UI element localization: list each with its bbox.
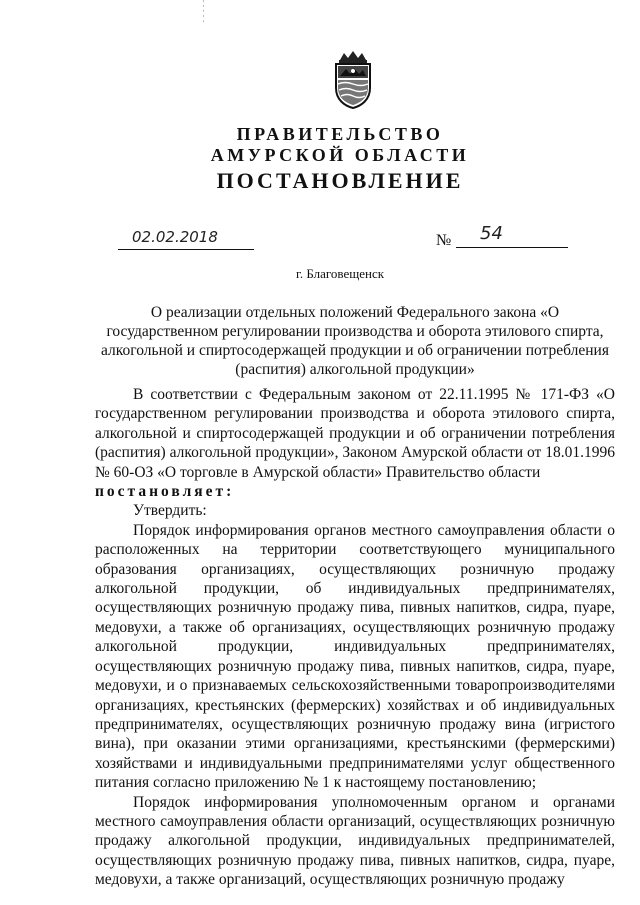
item-1-paragraph: Порядок информирования органов местного самоуправления области о расположенных на территории соответствующего муниципального образования организациях, осуществляющих розничную продажу алкогольной продукции, об индивидуальных предпринимателях, осуществляющих розничную продажу пива, пивных напитков, сидра, пуаре, медовухи, а также об организациях, осуществляющих розничную продажу алкогольной продукции, индивидуальных предпринимателях, осуществляющих розничную продажу пива, пивных напитков, сидра, пуаре, медовухи, и о признаваемых сельскохозяйственными товаропроизводителями организациях, крестьянских (фермерских) хозяйствах и об индивидуальных предпринимателях, осуществляющих розничную продажу вина (игристого вина), при оказании этими организациями, крестьянскими (фермерскими) хозяйствами и индивидуальными предпринимателями услуг общественного питания согласно приложению № 1 к настоящему постановлению;	[95, 521, 615, 792]
handwritten-date: 02.02.2018	[132, 228, 218, 246]
decree-word: постановляет:	[95, 483, 235, 501]
page-bottom-edge	[0, 888, 640, 905]
scan-artifact	[203, 0, 204, 24]
org-name-line2: АМУРСКОЙ ОБЛАСТИ	[210, 145, 470, 165]
item-2-paragraph: Порядок информирования уполномоченным органом и органами местного самоуправления области организаций, осуществляющих розничную продажу алкогольной продукции, индивидуальных предпринимателей, осуществляющих розничную продажу пива, пивных напитков, сидра, пуаре, медовухи, а также организаций, осуществляющих розничную продажу	[95, 793, 615, 889]
date-field	[118, 228, 254, 250]
number-field	[456, 223, 568, 248]
approve-line: Утвердить:	[133, 502, 207, 520]
document-subject: О реализации отдельных положений Федерального закона «О государственном регулировании производства и оборота этилового спирта, алкогольной и спиртосодержащей продукции и об ограничении потребления (распития) алкогольной продукции»	[101, 304, 609, 378]
org-name-line1: ПРАВИТЕЛЬСТВО	[236, 124, 444, 144]
preamble-paragraph: В соответствии с Федеральным законом от 22.11.1995 № 171-ФЗ «О государственном регулировании производства и оборота этилового спирта, алкогольной и спиртосодержащей продукции и об ограничении потребления (распития) алкогольной продукции», Законом Амурской области от 18.01.1996 № 60-ОЗ «О торговле в Амурской области» Правительство области	[95, 386, 615, 481]
document-type: ПОСТАНОВЛЕНИЕ	[216, 168, 464, 193]
number-label: №	[436, 232, 452, 249]
document-body	[95, 385, 615, 890]
coat-of-arms-emblem	[328, 50, 378, 110]
handwritten-number: 54	[480, 223, 503, 244]
city-name: г. Благовещенск	[295, 266, 385, 281]
